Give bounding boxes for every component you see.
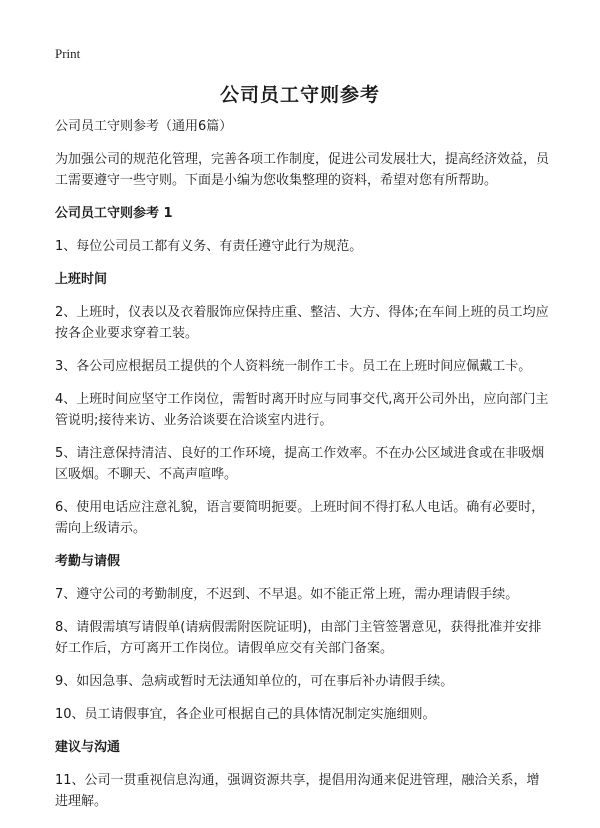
section-heading: 公司员工守则参考 1 — [55, 206, 173, 221]
section-heading: 建议与沟通 — [55, 740, 121, 755]
rule-item: 4、上班时间应坚守工作岗位，需暂时离开时应与同事交代,离开公司外出，应向部门主管说明;接待来访、业务洽谈要在洽谈室内进行。 — [55, 392, 549, 428]
rule-item: 11、公司一贯重视信息沟通，强调资源共享，提倡用沟通来促进管理，融洽关系，增进理解。 — [55, 773, 540, 809]
rule-item: 3、各公司应根据员工提供的个人资料统一制作工卡。员工在上班时间应佩戴工卡。 — [55, 359, 532, 374]
rule-item: 2、上班时，仪表以及衣着服饰应保持庄重、整洁、大方、得体;在车间上班的员工均应按各企业要求穿着工装。 — [55, 305, 549, 341]
rule-item: 8、请假需填写请假单(请病假需附医院证明)，由部门主管签署意见，获得批准并安排好工作后，方可离开工作岗位。请假单应交有关部门备案。 — [55, 620, 542, 656]
print-link[interactable]: Print — [55, 46, 81, 61]
rule-item: 7、遵守公司的考勤制度，不迟到、不早退。如不能正常上班，需办理请假手续。 — [55, 587, 519, 602]
rule-item: 6、使用电话应注意礼貌，语言要简明扼要。上班时间不得打私人电话。确有必要时，需向上级请示。 — [55, 500, 545, 536]
rule-item: 1、每位公司员工都有义务、有责任遵守此行为规范。 — [55, 239, 363, 254]
sections-container — [55, 203, 552, 812]
intro-paragraph: 为加强公司的规范化管理，完善各项工作制度，促进公司发展壮大，提高经济效益，员工需要遵守一些守则。下面是小编为您收集整理的资料，希望对您有所帮助。 — [55, 152, 550, 188]
rule-item: 9、如因急事、急病或暂时无法通知单位的，可在事后补办请假手续。 — [55, 674, 454, 689]
document-body — [55, 116, 552, 824]
rule-item: 10、员工请假事宜，各企业可根据自己的具体情况制定实施细则。 — [55, 707, 436, 722]
rule-item: 5、请注意保持清洁、良好的工作环境，提高工作效率。不在办公区域进食或在非吸烟区吸烟。不聊天、不高声喧哗。 — [55, 446, 545, 482]
section-heading: 考勤与请假 — [55, 554, 121, 569]
document-subtitle: 公司员工守则参考（通用6篇） — [55, 119, 233, 134]
section-heading: 上班时间 — [55, 272, 108, 287]
page-title: 公司员工守则参考 — [219, 84, 380, 106]
